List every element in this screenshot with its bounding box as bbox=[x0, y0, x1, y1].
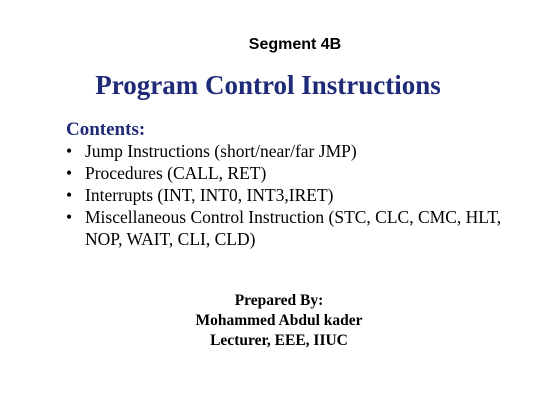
bullet-icon: • bbox=[66, 163, 73, 183]
author-name: Mohammed Abdul kader bbox=[195, 312, 363, 329]
bullet-icon: • bbox=[66, 185, 73, 205]
segment-label bbox=[0, 36, 560, 54]
prepared-by-label: Prepared By: bbox=[234, 292, 324, 309]
list-item bbox=[66, 162, 506, 184]
contents-heading: Contents: bbox=[66, 119, 146, 140]
bullet-icon: • bbox=[66, 141, 73, 161]
list-item bbox=[66, 206, 506, 250]
list-item-text: Miscellaneous Control Instruction (STC, CLC, CMC, HLT, NOP, WAIT, CLI, CLD) bbox=[85, 207, 502, 249]
list-item-text: Interrupts (INT, INT0, INT3,IRET) bbox=[85, 185, 334, 205]
author-position: Lecturer, EEE, IIUC bbox=[210, 332, 348, 349]
slide-title-text: Program Control Instructions bbox=[95, 70, 441, 100]
contents-list bbox=[66, 140, 506, 250]
prepared-by-block bbox=[0, 291, 560, 351]
slide-title bbox=[0, 70, 560, 101]
list-item bbox=[66, 184, 506, 206]
bullet-icon: • bbox=[66, 207, 73, 227]
list-item bbox=[66, 140, 506, 162]
segment-label-text: Segment 4B bbox=[248, 36, 342, 53]
list-item-text: Jump Instructions (short/near/far JMP) bbox=[85, 141, 357, 161]
list-item-text: Procedures (CALL, RET) bbox=[85, 163, 267, 183]
